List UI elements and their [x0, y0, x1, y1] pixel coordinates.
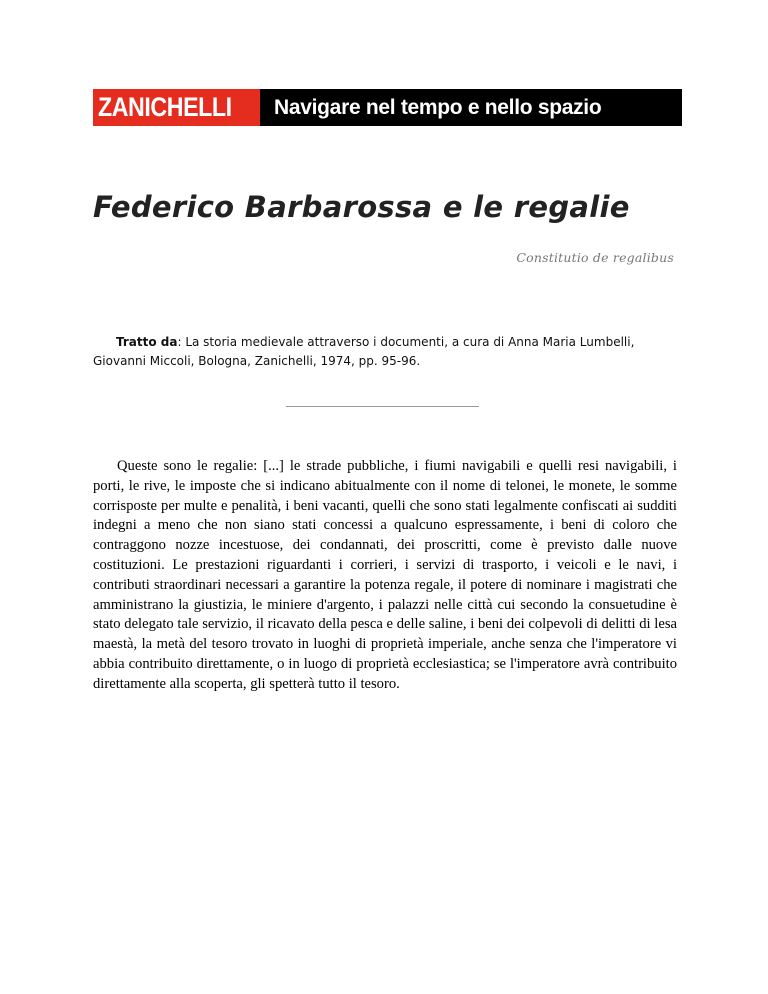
source-label: Tratto da: [116, 335, 178, 349]
section-divider: [286, 406, 479, 407]
series-tagline: Navigare nel tempo e nello spazio: [260, 89, 682, 126]
body-paragraph: Queste sono le regalie: [...] le strade pubbliche, i fiumi navigabili e quelli resi navigabili, i porti, le rive, le imposte che si indicano abitualmente con il nome di telonei, le monete, le somme corrisposte per multe e penalità, i beni vacanti, quelli che sono stati legalmente confiscati ai sudditi indegni a meno che non siano stati concessi a qualcuno espressamente, i beni di coloro che contraggono nozze incestuose, dei condannati, dei proscritti, come è previsto dalle nuove costituzioni. Le prestazioni riguardanti i corrieri, i servizi di trasporto, i veicoli e le navi, i contributi straordinari necessari a garantire la potenza regale, il potere di nominare i magistrati che amministrano la giustizia, le miniere d'argento, i palazzi nelle città cui secondo la consuetudine è stato delegato tale servizio, il ricavato della pesca e delle saline, i beni dei colpevoli di delitti di lesa maestà, la metà del tesoro trovato in luoghi di proprietà imperiale, anche senza che l'imperatore vi abbia contribuito direttamente, o in luogo di proprietà ecclesiastica; se l'imperatore avrà contribuito direttamente alla scoperta, gli spetterà tutto il tesoro.: [93, 458, 677, 692]
document-title: Federico Barbarossa e le regalie: [93, 190, 630, 224]
source-text: : La storia medievale attraverso i documenti, a cura di Anna Maria Lumbelli, Giovanni Miccoli, Bologna, Zanichelli, 1974, pp. 95-96.: [93, 335, 635, 368]
document-subtitle: Constitutio de regalibus: [516, 250, 674, 265]
brand-logo-text: ZANICHELLI: [93, 92, 237, 123]
publisher-banner: [93, 89, 682, 126]
brand-logo: [93, 89, 260, 126]
source-citation: [93, 333, 683, 371]
